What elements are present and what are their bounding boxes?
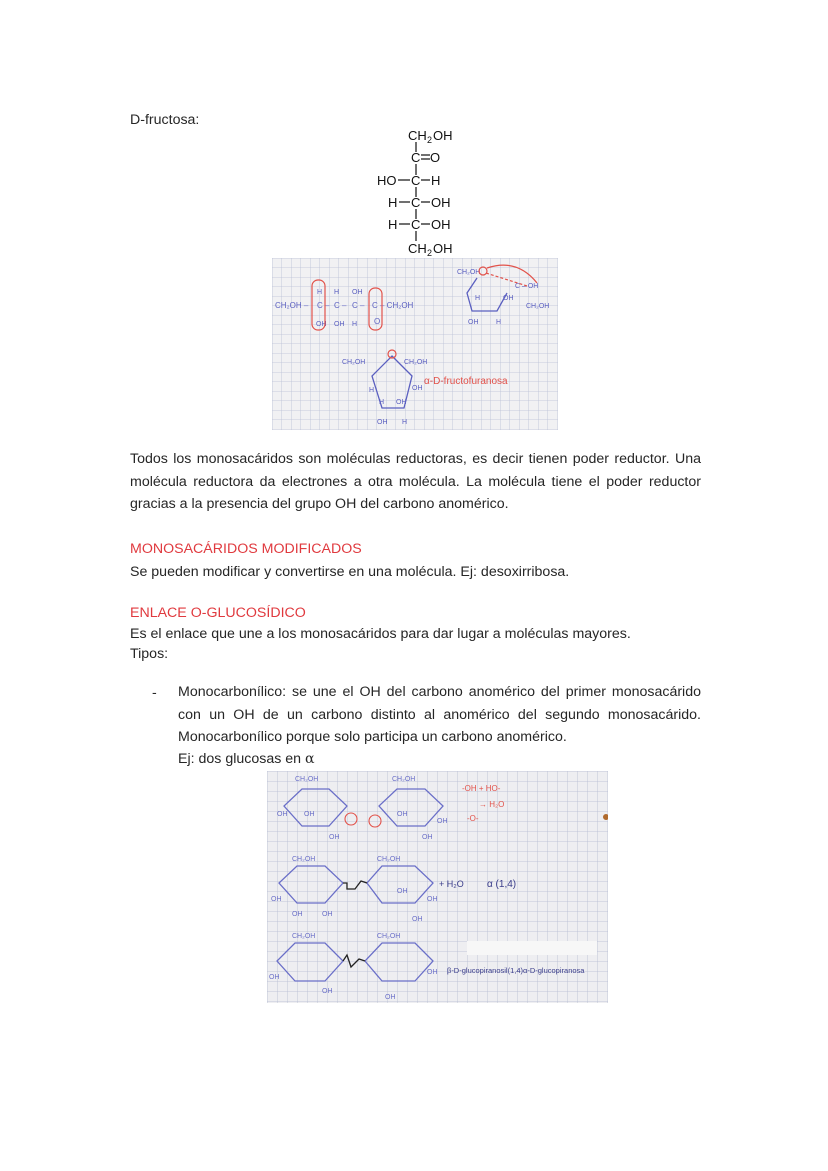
svg-text:CH₂OH: CH₂OH bbox=[377, 856, 401, 863]
svg-text:H: H bbox=[379, 399, 385, 406]
list-item-monocarbonilico: Monocarbonílico: se une el OH del carbono anomérico del primer monosacárido con un OH de un carbono distinto al anomérico del segundo monosacárido. Monocarbonílico porque solo participa un carbono anomérico. bbox=[178, 684, 701, 745]
heading-enlace-o-glucosidico: ENLACE O-GLUCOSÍDICO bbox=[130, 605, 306, 621]
bond-label: α (1,4) bbox=[487, 879, 517, 890]
svg-text:C – CH₂OH: C – CH₂OH bbox=[372, 301, 414, 310]
svg-text:CH₂OH: CH₂OH bbox=[292, 933, 316, 940]
svg-text:CH₂OH: CH₂OH bbox=[377, 933, 401, 940]
svg-text:OH: OH bbox=[468, 319, 479, 326]
svg-text:H: H bbox=[334, 289, 340, 296]
svg-text:CH₂OH: CH₂OH bbox=[295, 776, 319, 783]
fructosa-label: D-fructosa: bbox=[130, 112, 200, 128]
svg-text:CH: CH bbox=[408, 128, 427, 143]
svg-text:OH: OH bbox=[329, 834, 340, 841]
svg-text:C: C bbox=[411, 150, 421, 165]
svg-text:OH: OH bbox=[271, 896, 282, 903]
svg-text:CH₂OH: CH₂OH bbox=[404, 359, 428, 366]
svg-text:C: C bbox=[411, 195, 421, 210]
svg-text:OH: OH bbox=[377, 419, 388, 426]
svg-text:OH: OH bbox=[397, 888, 408, 895]
product-label: + H₂O bbox=[439, 879, 464, 889]
svg-text:OH: OH bbox=[304, 811, 315, 818]
glycosidic-bond-photo bbox=[267, 771, 608, 1003]
svg-text:OH: OH bbox=[412, 385, 423, 392]
svg-text:OH: OH bbox=[322, 911, 333, 918]
svg-text:OH: OH bbox=[433, 128, 453, 143]
svg-text:H: H bbox=[475, 295, 481, 302]
enlace-text: Es el enlace que une a los monosacáridos para dar lugar a moléculas mayores. bbox=[130, 626, 631, 642]
svg-text:HO: HO bbox=[377, 173, 397, 188]
grid-paper-drawing bbox=[272, 258, 558, 430]
tipos-label: Tipos: bbox=[130, 646, 169, 662]
svg-text:O: O bbox=[430, 150, 441, 165]
svg-text:H: H bbox=[317, 289, 323, 296]
svg-text:CH₂OH –: CH₂OH – bbox=[275, 301, 309, 310]
svg-text:OH: OH bbox=[277, 811, 288, 818]
svg-text:OH: OH bbox=[427, 896, 438, 903]
svg-text:OH: OH bbox=[431, 195, 451, 210]
svg-text:H: H bbox=[388, 217, 398, 232]
svg-text:H: H bbox=[431, 173, 441, 188]
svg-text:OH: OH bbox=[269, 974, 280, 981]
example-prefix: Ej: dos glucosas en bbox=[178, 751, 305, 767]
ring-label: α-D-fructofuranosa bbox=[424, 376, 508, 387]
svg-text:OH: OH bbox=[322, 988, 333, 995]
svg-text:CH₂OH: CH₂OH bbox=[457, 269, 481, 276]
svg-text:OH: OH bbox=[292, 911, 303, 918]
svg-text:OH: OH bbox=[334, 321, 345, 328]
svg-text:OH: OH bbox=[433, 241, 453, 256]
svg-text:CH₂OH: CH₂OH bbox=[342, 359, 366, 366]
svg-text:OH: OH bbox=[397, 811, 408, 818]
svg-text:H: H bbox=[388, 195, 398, 210]
svg-text:-OH + HO-: -OH + HO- bbox=[462, 784, 501, 793]
svg-text:C –: C – bbox=[352, 301, 365, 310]
svg-text:2: 2 bbox=[427, 248, 433, 258]
svg-text:OH: OH bbox=[412, 916, 423, 923]
svg-text:C: C bbox=[411, 173, 421, 188]
svg-text:OH: OH bbox=[427, 969, 438, 976]
svg-text:OH: OH bbox=[396, 399, 407, 406]
example-line bbox=[178, 748, 315, 770]
svg-text:-O-: -O- bbox=[467, 814, 479, 823]
svg-text:H: H bbox=[352, 321, 358, 328]
svg-text:OH: OH bbox=[431, 217, 451, 232]
svg-text:H: H bbox=[402, 419, 408, 426]
svg-text:→ H₂O: → H₂O bbox=[479, 800, 505, 809]
list-bullet: - bbox=[152, 685, 157, 701]
svg-text:C: C bbox=[411, 217, 421, 232]
svg-text:OH: OH bbox=[422, 834, 433, 841]
alpha-symbol: α bbox=[304, 751, 315, 767]
svg-text:O: O bbox=[374, 317, 381, 326]
svg-text:CH₂OH: CH₂OH bbox=[292, 856, 316, 863]
svg-text:C –: C – bbox=[317, 301, 330, 310]
svg-text:CH: CH bbox=[408, 241, 427, 256]
svg-text:CH₂OH: CH₂OH bbox=[392, 776, 416, 783]
svg-text:H: H bbox=[496, 319, 502, 326]
svg-text:C –: C – bbox=[334, 301, 347, 310]
name-label: β-D-glucopiranosil(1,4)α-D-glucopiranosa bbox=[447, 966, 585, 975]
svg-text:OH: OH bbox=[385, 994, 396, 1001]
fructose-fischer-projection bbox=[370, 125, 480, 260]
svg-text:OH: OH bbox=[352, 289, 363, 296]
svg-text:2: 2 bbox=[427, 135, 433, 145]
heading-monosacaridos-modificados: MONOSACÁRIDOS MODIFICADOS bbox=[130, 541, 362, 557]
fructose-notes-photo bbox=[272, 258, 558, 430]
svg-text:CH₂OH: CH₂OH bbox=[526, 303, 550, 310]
svg-text:OH: OH bbox=[503, 295, 514, 302]
paragraph-reductores: Todos los monosacáridos son moléculas reductoras, es decir tienen poder reductor. Una molécula reductora da electrones a otra molécula. La molécula tiene el poder reductor gracias a la presencia del grupo OH del carbono anomérico. bbox=[130, 451, 701, 512]
svg-text:H: H bbox=[369, 387, 375, 394]
svg-text:C – OH: C – OH bbox=[515, 283, 539, 290]
svg-text:OH: OH bbox=[437, 818, 448, 825]
grid-paper-drawing-2 bbox=[267, 771, 608, 1003]
modificados-text: Se pueden modificar y convertirse en una molécula. Ej: desoxirribosa. bbox=[130, 564, 570, 580]
svg-text:OH: OH bbox=[316, 321, 327, 328]
